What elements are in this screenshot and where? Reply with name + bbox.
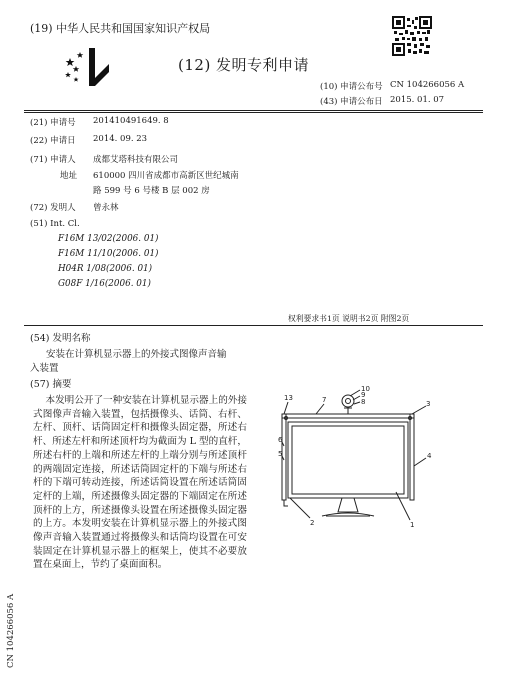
address-line-1: 610000 四川省成都市高新区世纪城南	[93, 171, 239, 181]
figure-label-2: 2	[310, 519, 315, 527]
page-counts: 权利要求书1页 说明书2页 附图2页	[288, 314, 410, 323]
figure-label-8: 8	[361, 398, 366, 406]
abstract-text: 本发明公开了一种安装在计算机显示器上的外接式图像声音输入装置，包括摄像头、话筒、右杆、左杆、顶杆、话筒固定杆和摄像头固定器，所述右杆、所述左杆和所述顶杆均为截面为 L 型的直杆，所述右杆的上端和所述左杆的上端分别与所述顶杆的两端固定连接，所述话筒固定杆的下端与所述右杆的下端可转动连接，所述话筒设置在所述话筒固定杆的上端，所述摄像头固定器的下端固定在所述顶杆的上方，所述摄像头设置在所述摄像头固定器的上方。本发明安装在计算机显示器上的外接式图像声音输入装置通过将摄像头和话筒均设置在可安装固定在计算机显示器上的框架上，使其不必要放置在桌面上，节约了桌面面积。	[33, 395, 247, 571]
header-divider	[24, 110, 483, 111]
figure-label-3: 3	[426, 400, 431, 408]
classification-1: F16M 13/02(2006. 01)	[58, 234, 159, 244]
figure-label-4: 4	[427, 452, 432, 460]
figure-label-6: 6	[278, 436, 283, 444]
inventor-label: (72) 发明人	[30, 203, 76, 213]
classification-4: G08F 1/16(2006. 01)	[58, 279, 151, 289]
figure-label-5: 5	[278, 450, 283, 458]
classification-3: H04R 1/08(2006. 01)	[58, 264, 153, 274]
device-drawing	[276, 382, 452, 532]
publication-number-label: (10) 申请公布号	[320, 82, 383, 92]
classification-2: F16M 11/10(2006. 01)	[58, 249, 159, 259]
address-line-2: 路 599 号 6 号楼 B 层 002 房	[93, 186, 210, 196]
application-date-label: (22) 申请日	[30, 136, 76, 146]
publication-date: 2015. 01. 07	[390, 95, 445, 105]
application-number-label: (21) 申请号	[30, 118, 76, 128]
address-label: 地址	[60, 171, 78, 181]
inventor-name: 曾永林	[93, 203, 119, 213]
invention-title-line-2: 入装置	[30, 363, 59, 374]
cnipa-logo-icon	[62, 44, 112, 88]
figure-label-7: 7	[322, 396, 327, 404]
publication-number: CN 104266056 A	[390, 80, 465, 90]
side-publication-number: CN 104266056 A	[6, 593, 16, 668]
header-divider-2	[24, 112, 483, 113]
invention-title-line-1: 安装在计算机显示器上的外接式图像声音输	[46, 349, 227, 360]
publication-date-label: (43) 申请公布日	[320, 97, 383, 107]
title-label: (54) 发明名称	[30, 333, 91, 344]
figure-label-10: 10	[361, 385, 370, 393]
abstract-divider	[24, 325, 483, 326]
figure-label-13: 13	[284, 394, 293, 402]
authority-title: (19) 中华人民共和国国家知识产权局	[30, 22, 211, 35]
applicant-label: (71) 申请人	[30, 155, 76, 165]
intcl-label: (51) Int. Cl.	[30, 219, 80, 229]
application-date: 2014. 09. 23	[93, 134, 148, 144]
abstract-label: (57) 摘要	[30, 379, 72, 390]
applicant-name: 成都艾塔科技有限公司	[93, 155, 179, 165]
qr-code-icon	[392, 16, 432, 56]
application-number: 201410491649. 8	[93, 116, 169, 126]
document-type: (12) 发明专利申请	[178, 56, 310, 74]
figure-label-1: 1	[410, 521, 415, 529]
figure-label-9: 9	[361, 391, 366, 399]
